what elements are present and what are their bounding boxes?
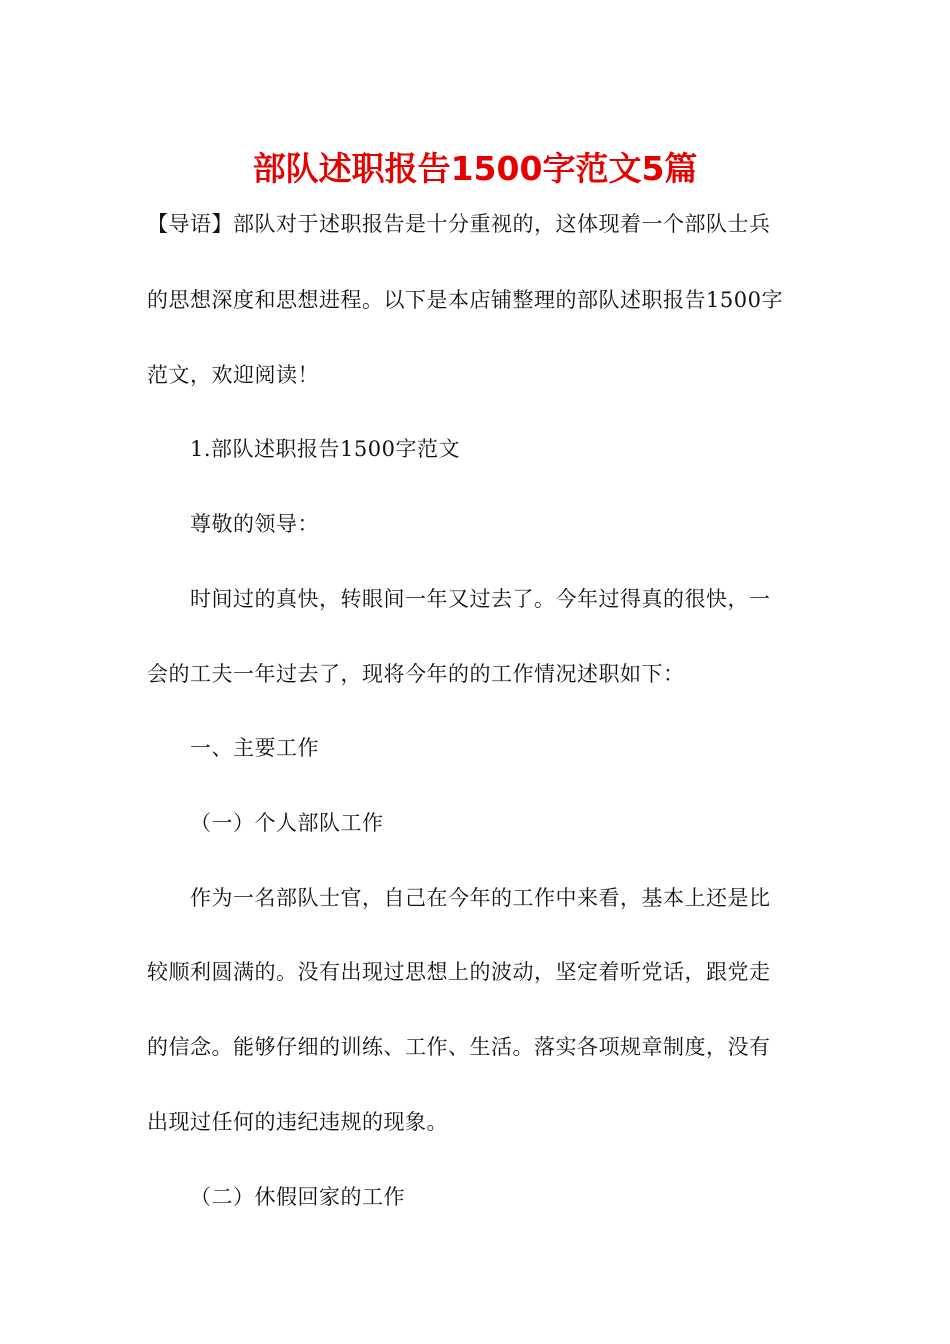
paragraph-line: 的信念。能够仔细的训练、工作、生活。落实各项规章制度，没有	[147, 1035, 771, 1059]
salutation: 尊敬的领导：	[190, 512, 319, 536]
paragraph-line: 作为一名部队士官，自己在今年的工作中来看，基本上还是比	[190, 886, 771, 910]
document-title: 部队述职报告1500字范文5篇	[252, 149, 698, 188]
subheading: （一）个人部队工作	[190, 811, 384, 835]
paragraph-line: 会的工夫一年过去了，现将今年的的工作情况述职如下：	[147, 662, 685, 686]
subheading: 一、主要工作	[190, 736, 319, 760]
paragraph-line: 出现过任何的违纪违规的现象。	[147, 1110, 448, 1134]
subheading: （二）休假回家的工作	[190, 1185, 405, 1209]
paragraph-line: 【导语】部队对于述职报告是十分重视的，这体现着一个部队士兵	[147, 212, 771, 236]
paragraph-line: 较顺利圆满的。没有出现过思想上的波动，坚定着听党话，跟党走	[147, 960, 771, 984]
paragraph-line: 范文，欢迎阅读！	[147, 363, 319, 387]
paragraph-line: 时间过的真快，转眼间一年又过去了。今年过得真的很快，一	[190, 587, 771, 611]
section-heading: 1.部队述职报告1500字范文	[190, 437, 460, 461]
paragraph-line: 的思想深度和思想进程。以下是本店铺整理的部队述职报告1500字	[147, 288, 783, 312]
